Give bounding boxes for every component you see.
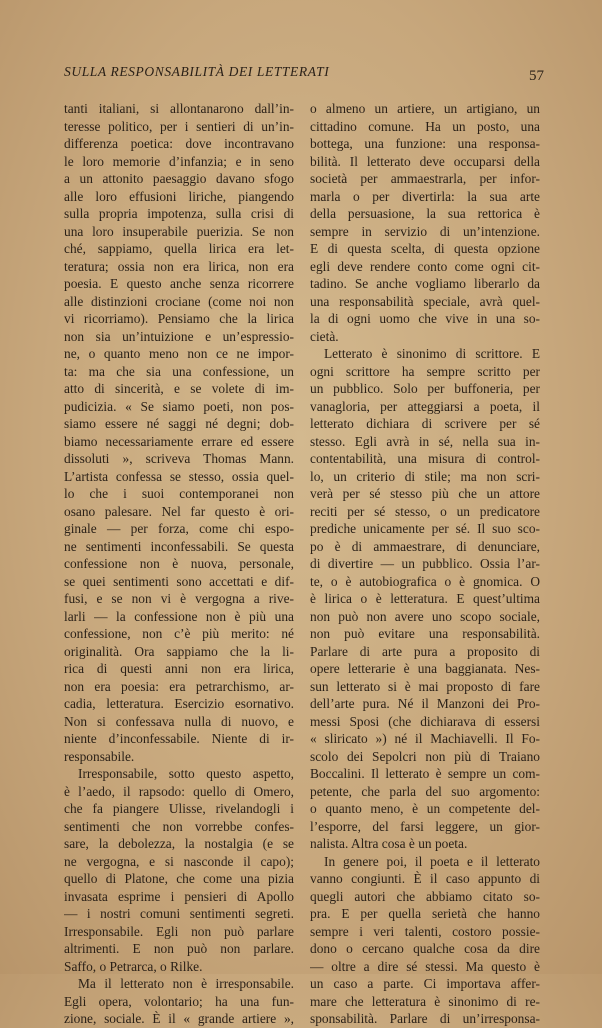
text-line: Irresponsabile. Egli non può parlare (64, 923, 294, 939)
text-line: altrimenti. E non può non parlare. (64, 941, 294, 956)
page-number: 57 (529, 68, 544, 84)
text-line: teresse politico, per i sentieri di un’in- (64, 118, 294, 134)
text-line: reciti per sé stesso, o un predicatore (310, 503, 540, 519)
text-line: vanno congiunti. È il caso appunto di (310, 871, 540, 886)
text-line: della persuasione, la sua rettorica è (310, 206, 540, 221)
text-line: un caso a parte. Ci importava affer- (310, 976, 540, 991)
text-line: non era poesia: era petrarchismo, ar- (64, 678, 294, 694)
text-line: tanti italiani, si allontanarono dall’in- (64, 101, 294, 116)
text-line: bilità. Il letterato deve occuparsi della (310, 153, 540, 169)
text-line: la di ogni uomo che vive in una so- (310, 311, 540, 326)
text-line: ne sentimenti inconfessabili. Se questa (64, 538, 294, 554)
text-line: alle loro effusioni liriche, piangendo (64, 188, 294, 204)
text-line: se quei sentimenti sono accettati e dif- (64, 573, 294, 589)
text-line: ginale — per forza, come chi espo- (64, 521, 294, 536)
text-line: sempre i veri talenti, costoro possie- (310, 923, 540, 939)
text-line: di divertire — un pubblico. Ossia l’ar- (310, 556, 540, 571)
text-line: ché, sappiamo, quella lirica era let- (64, 241, 294, 256)
text-line: una loro insuperabile puerizia. Se non (64, 223, 294, 239)
text-line: zione, sociale. È il « grande artiere », (64, 1011, 294, 1026)
text-line: verà per sé stesso più che un attore (310, 486, 540, 501)
text-line: lo che i suoi contemporanei non (64, 486, 294, 501)
text-line: fusi, e se non vi è vergogna a rive- (64, 591, 294, 606)
text-line: quello di Platone, che come una pizia (64, 871, 294, 886)
text-line: un pubblico. Solo per buffoneria, per (310, 381, 540, 396)
text-line: che fa piangere Ulisse, rivelandogli i (64, 801, 294, 816)
text-line: ogni scrittore ha sempre scritto per (310, 363, 540, 379)
text-line: sulla propria impotenza, sulla crisi di (64, 206, 294, 221)
text-line: bottega, una funzione: una responsa- (310, 136, 540, 151)
text-line: dissoluti », scriveva Thomas Mann. (64, 451, 294, 466)
text-line: egli deve rendere conto come ogni cit- (310, 258, 540, 274)
text-line: pudicizia. « Se siamo poeti, non pos- (64, 398, 294, 414)
text-line: confessione non è nuova, personale, (64, 556, 294, 571)
text-line: cietà. (310, 328, 339, 344)
text-line: petente, che parla del suo argomento: (310, 783, 540, 799)
text-line: prediche unicamente per sé. Il suo sco- (310, 521, 540, 536)
text-line: cadia, letteratura. Esercizio esornativo. (64, 696, 294, 711)
text-line: cittadino comune. Ha un posto, una (310, 118, 540, 134)
text-line: le loro memorie d’infanzia; e in seno (64, 153, 294, 169)
text-line: Boccalini. Il letterato è sempre un com- (310, 766, 540, 781)
text-line: letterato dichiara di scrivere per sé (310, 416, 540, 431)
text-line: osano palesare. Nel far questo è ori- (64, 503, 294, 519)
text-line: Non si confessava nulla di nuovo, e (64, 713, 294, 729)
text-line: dono o cercano qualche cosa da dire (310, 941, 540, 956)
text-line: quegli autori che abbiamo citato so- (310, 888, 540, 904)
text-line: stesso. Egli avrà in sé, nella sua in- (310, 433, 540, 449)
text-line: In genere poi, il poeta e il letterato (324, 853, 540, 869)
text-line: po è di ammaestrare, di denunciare, (310, 538, 540, 554)
text-line: rica di questi anni non era lirica, (64, 661, 294, 676)
running-title: SULLA RESPONSABILITÀ DEI LETTERATI (64, 64, 330, 79)
text-line: atto di sincerità, e se volete di im- (64, 381, 294, 396)
text-line: tadino. Se anche vogliamo liberarlo da (310, 276, 540, 291)
text-line: sun letterato si è mai proposto di fare (310, 678, 540, 694)
text-line: mare che letteratura è sinonimo di re- (310, 993, 540, 1009)
text-line: niente d’inconfessabile. Niente di ir- (64, 731, 294, 746)
text-line: vi ricorriamo). Pensiamo che la lirica (64, 311, 294, 326)
left-text-column (64, 100, 294, 1028)
text-line: sponsabilità. Parlare di un’irresponsa- (310, 1011, 540, 1026)
running-header (64, 62, 544, 90)
text-line: te, o è autobiografica o è gnomica. O (310, 573, 540, 589)
text-line: società per ammaestrarla, per infor- (310, 171, 540, 186)
text-line: ne vergogna, e si nasconde il capo); (64, 853, 294, 869)
text-line: siamo essere né saggi né degni; dob- (64, 416, 294, 431)
text-line: vanagloria, per atteggiarsi a poeta, il (310, 398, 540, 414)
text-line: alle distinzioni crociane (come noi non (64, 293, 294, 309)
text-line: pra. E per quella serietà che hanno (310, 906, 540, 921)
text-line: larli — la confessione non è più una (64, 608, 294, 624)
text-line: Irresponsabile, sotto questo aspetto, (78, 766, 294, 781)
text-line: Parlare di arte pura a proposito di (310, 643, 540, 659)
text-line: sare, la debolezza, la nostalgia (e se (64, 836, 294, 851)
text-line: biamo necessariamente errare ed essere (64, 433, 294, 449)
text-line: opere letterarie è una baggianata. Nes- (310, 661, 540, 676)
text-line: invasata esprime i pensieri di Apollo (64, 888, 294, 904)
text-line: dell’arte pura. Né il Manzoni dei Pro- (310, 696, 540, 711)
text-line: una responsabilità speciale, avrà quel- (310, 293, 540, 309)
text-line: Ma il letterato non è irresponsabile. (78, 976, 294, 991)
text-line: ne, o quanto meno non ce ne impor- (64, 346, 294, 361)
text-line: è lirica o è letteratura. E quest’ultima (310, 591, 540, 606)
text-line: — oltre a dire sé stessi. Ma questo è (310, 958, 540, 974)
text-line: nalista. Altra cosa è un poeta. (310, 836, 468, 851)
text-line: scolo dei Sepolcri non più di Traiano (310, 748, 540, 764)
text-line: è l’aedo, il rapsodo: quello di Omero, (64, 783, 294, 799)
text-line: ta: ma che sia una confessione, un (64, 363, 294, 379)
text-line: lo, un criterio di stile; ma non scri- (310, 468, 540, 484)
text-line: non può non avere uno scopo sociale, (310, 608, 540, 624)
text-line: non sia un’intuizione e un’espressio- (64, 328, 294, 344)
right-text-column (310, 100, 540, 1028)
text-line: sempre in servizio di un’intenzione. (310, 223, 540, 239)
text-line: originalità. Ora sappiamo che la li- (64, 643, 294, 659)
text-line: o almeno un artiere, un artigiano, un (310, 101, 540, 116)
text-line: differenza poetica: dove incontravano (64, 136, 294, 151)
text-line: a un attonito paesaggio davano sfogo (64, 171, 294, 186)
text-line: — i nostri comuni sentimenti segreti. (64, 906, 294, 921)
text-line: Letterato è sinonimo di scrittore. E (324, 346, 540, 361)
text-line: sentimenti che non vorrebbe confes- (64, 818, 294, 834)
text-line: poesia. E questo anche senza ricorrere (64, 276, 294, 291)
text-line: l’esporre, del farsi leggere, un gior- (310, 818, 540, 834)
text-line: Egli opera, volontario; ha una fun- (64, 993, 294, 1009)
text-line: contentabilità, una misura di control- (310, 451, 540, 466)
text-line: E di questa scelta, di questa opzione (310, 241, 540, 256)
text-line: marla o per divertirla: la sua arte (310, 188, 540, 204)
text-line: teratura; ossia non era lirica, non era (64, 258, 294, 274)
text-line: confessione, non c’è più merito: né (64, 626, 294, 641)
text-line: non può evitare una responsabilità. (310, 626, 540, 641)
text-line: messi Sposi (che dichiarava di essersi (310, 713, 540, 729)
text-line: L’artista confessa se stesso, ossia quel- (64, 468, 294, 484)
text-line: o quanto meno, è un competente del- (310, 801, 540, 816)
text-line: Saffo, o Petrarca, o Rilke. (64, 958, 203, 974)
text-line: responsabile. (64, 748, 135, 764)
text-line: « sliricato ») né il Machiavelli. Il Fo- (310, 731, 540, 746)
